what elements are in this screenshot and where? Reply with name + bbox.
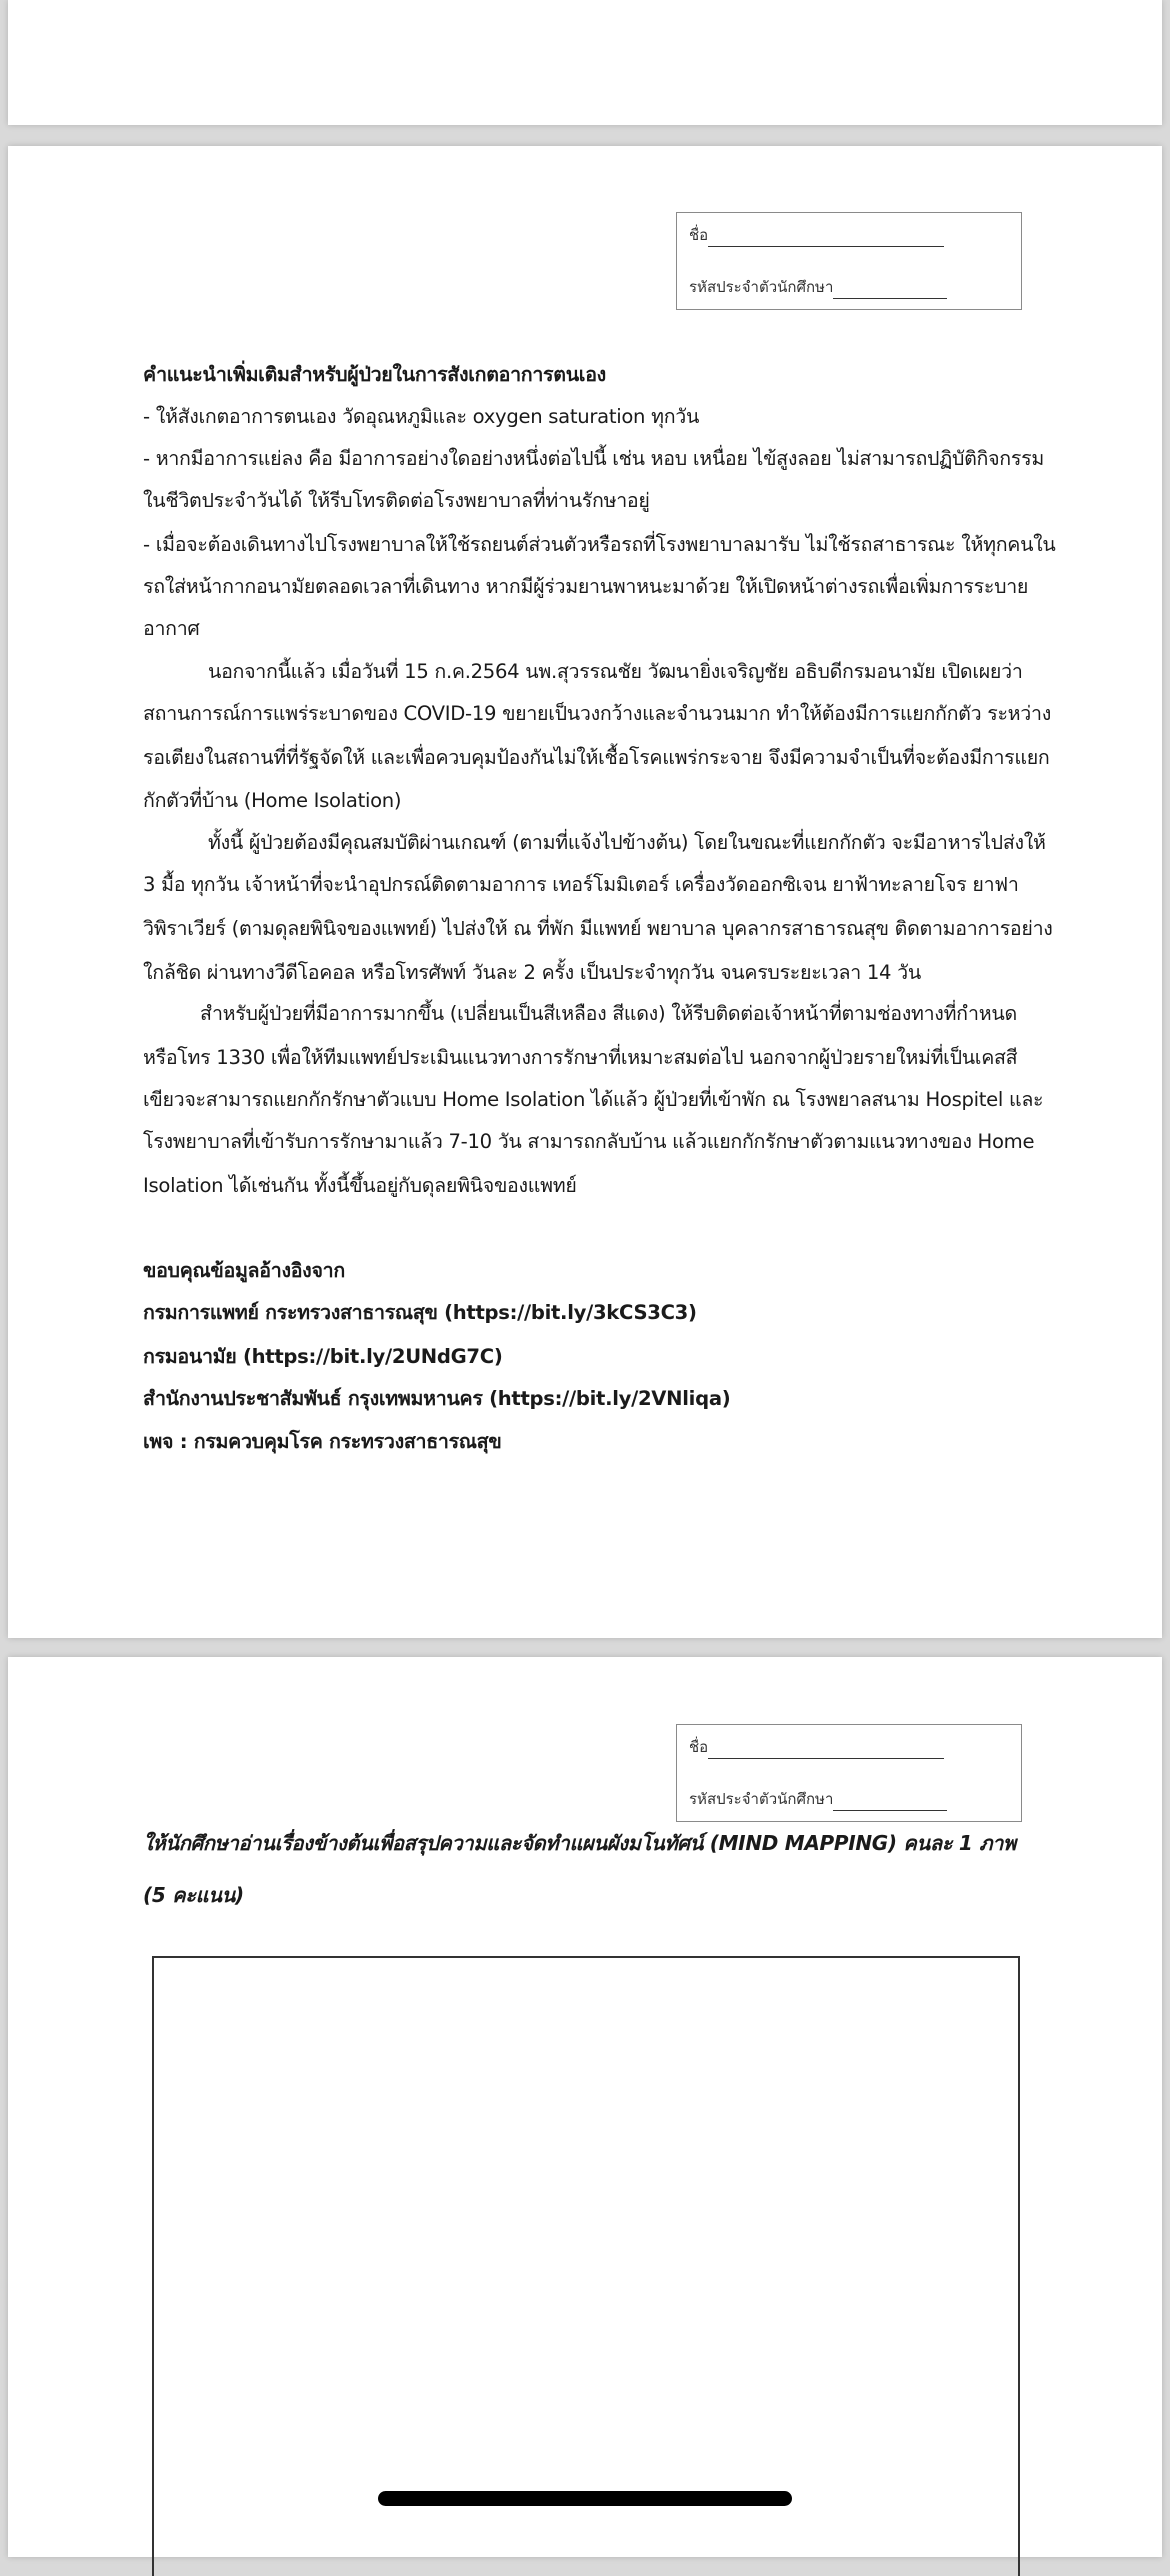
reference-item: สำนักงานประชาสัมพันธ์ กรุงเทพมหานคร (https://bit.ly/2VNliqa) — [143, 1387, 731, 1410]
body-line: รอเตียงในสถานที่ที่รัฐจัดให้ และเพื่อควบคุมป้องกันไม่ให้เชื้อโรคแพร่กระจาย จึงมีความจำเป็นที่จะต้องมีการแยก — [143, 746, 1050, 769]
body-line: Isolation ได้เช่นกัน ทั้งนี้ขึ้นอยู่กับดุลยพินิจของแพทย์ — [143, 1174, 577, 1197]
document-page-3 — [8, 1657, 1162, 2557]
student-id-box — [676, 1724, 1022, 1822]
assignment-score: (5 คะแนน) — [143, 1883, 244, 1907]
body-line: - ให้สังเกตอาการตนเอง วัดอุณหภูมิและ oxygen saturation ทุกวัน — [143, 405, 700, 428]
body-line: อากาศ — [143, 617, 200, 640]
body-line: ใกล้ชิด ผ่านทางวีดีโอคอล หรือโทรศัพท์ วันละ 2 ครั้ง เป็นประจำทุกวัน จนครบระยะเวลา 14 วัน — [143, 961, 921, 984]
student-id-label: รหัสประจำตัวนักศึกษา — [689, 1790, 834, 1808]
home-indicator[interactable] — [378, 2491, 792, 2506]
body-line: - หากมีอาการแย่ลง คือ มีอาการอย่างใดอย่างหนึ่งต่อไปนี้ เช่น หอบ เหนื่อย ไข้สูงลอย ไม่สามารถปฏิบัติกิจกรรม — [143, 447, 1044, 470]
references-heading: ขอบคุณข้อมูลอ้างอิงจาก — [143, 1259, 345, 1282]
name-label: ชื่อ — [689, 226, 709, 244]
student-id-box — [676, 212, 1022, 310]
document-page-1 — [8, 0, 1162, 125]
body-line: นอกจากนี้แล้ว เมื่อวันที่ 15 ก.ค.2564 นพ.สุวรรณชัย วัฒนายิ่งเจริญชัย อธิบดีกรมอนามัย เปิดเผยว่า — [208, 660, 1023, 683]
student-id-label: รหัสประจำตัวนักศึกษา — [689, 278, 834, 296]
student-id-field — [689, 275, 947, 299]
name-blank-line — [708, 1742, 944, 1759]
body-line: วิพิราเวียร์ (ตามดุลยพินิจของแพทย์) ไปส่งให้ ณ ที่พัก มีแพทย์ พยาบาล บุคลากรสาธารณสุข ติดตามอาการอย่าง — [143, 917, 1053, 940]
body-line: โรงพยาบาลที่เข้ารับการรักษามาแล้ว 7-10 วัน สามารถกลับบ้าน แล้วแยกกักรักษาตัวตามแนวทางของ Home — [143, 1130, 1035, 1153]
body-line: สำหรับผู้ป่วยที่มีอาการมากขึ้น (เปลี่ยนเป็นสีเหลือง สีแดง) ให้รีบติดต่อเจ้าหน้าที่ตามช่องทางที่กำหนด — [200, 1002, 1017, 1025]
reference-item: กรมอนามัย (https://bit.ly/2UNdG7C) — [143, 1345, 503, 1368]
reference-item: กรมการแพทย์ กระทรวงสาธารณสุข (https://bit.ly/3kCS3C3) — [143, 1301, 697, 1324]
body-line: รถใส่หน้ากากอนามัยตลอดเวลาที่เดินทาง หากมีผู้ร่วมยานพาหนะมาด้วย ให้เปิดหน้าต่างรถเพื่อเพิ่มการระบาย — [143, 575, 1029, 598]
reference-item: เพจ : กรมควบคุมโรค กระทรวงสาธารณสุข — [143, 1430, 502, 1453]
document-page-2 — [8, 146, 1162, 1638]
student-id-blank-line — [833, 282, 947, 299]
name-label: ชื่อ — [689, 1738, 709, 1756]
student-id-field — [689, 1787, 947, 1811]
body-line: ทั้งนี้ ผู้ป่วยต้องมีคุณสมบัติผ่านเกณฑ์ (ตามที่แจ้งไปข้างต้น) โดยในขณะที่แยกกักตัว จะมีอาหารไปส่งให้ — [208, 831, 1046, 854]
assignment-instruction: ให้นักศึกษาอ่านเรื่องข้างต้นเพื่อสรุปความและจัดทำแผนผังมโนทัศน์ (MIND MAPPING) คนละ 1 ภาพ — [143, 1831, 1016, 1855]
body-line: ในชีวิตประจำวันได้ ให้รีบโทรติดต่อโรงพยาบาลที่ท่านรักษาอยู่ — [143, 489, 650, 512]
body-line: เขียวจะสามารถแยกกักรักษาตัวแบบ Home Isolation ได้แล้ว ผู้ป่วยที่เข้าพัก ณ โรงพยาลสนาม Hospitel และ — [143, 1088, 1044, 1111]
body-line: หรือโทร 1330 เพื่อให้ทีมแพทย์ประเมินแนวทางการรักษาที่เหมาะสมต่อไป นอกจากผู้ป่วยรายใหม่ที่เป็นเคสสี — [143, 1046, 1018, 1069]
body-line: สถานการณ์การแพร่ระบาดของ COVID-19 ขยายเป็นวงกว้างและจำนวนมาก ทำให้ต้องมีการแยกกักตัว ระหว่าง — [143, 702, 1051, 725]
body-line: 3 มื้อ ทุกวัน เจ้าหน้าที่จะนำอุปกรณ์ติดตามอาการ เทอร์โมมิเตอร์ เครื่องวัดออกซิเจน ยาฟ้าทะลายโจร ยาฟา — [143, 873, 1019, 896]
body-line: กักตัวที่บ้าน (Home Isolation) — [143, 789, 402, 812]
section-heading: คำแนะนำเพิ่มเติมสำหรับผู้ป่วยในการสังเกตอาการตนเอง — [143, 363, 606, 386]
name-blank-line — [708, 230, 944, 247]
body-line: - เมื่อจะต้องเดินทางไปโรงพยาบาลให้ใช้รถยนต์ส่วนตัวหรือรถที่โรงพยาบาลมารับ ไม่ใช้รถสาธารณะ ให้ทุกคนใน — [143, 533, 1056, 556]
mind-map-answer-box — [152, 1956, 1020, 2576]
student-id-blank-line — [833, 1794, 947, 1811]
name-field — [689, 1735, 944, 1759]
name-field — [689, 223, 944, 247]
